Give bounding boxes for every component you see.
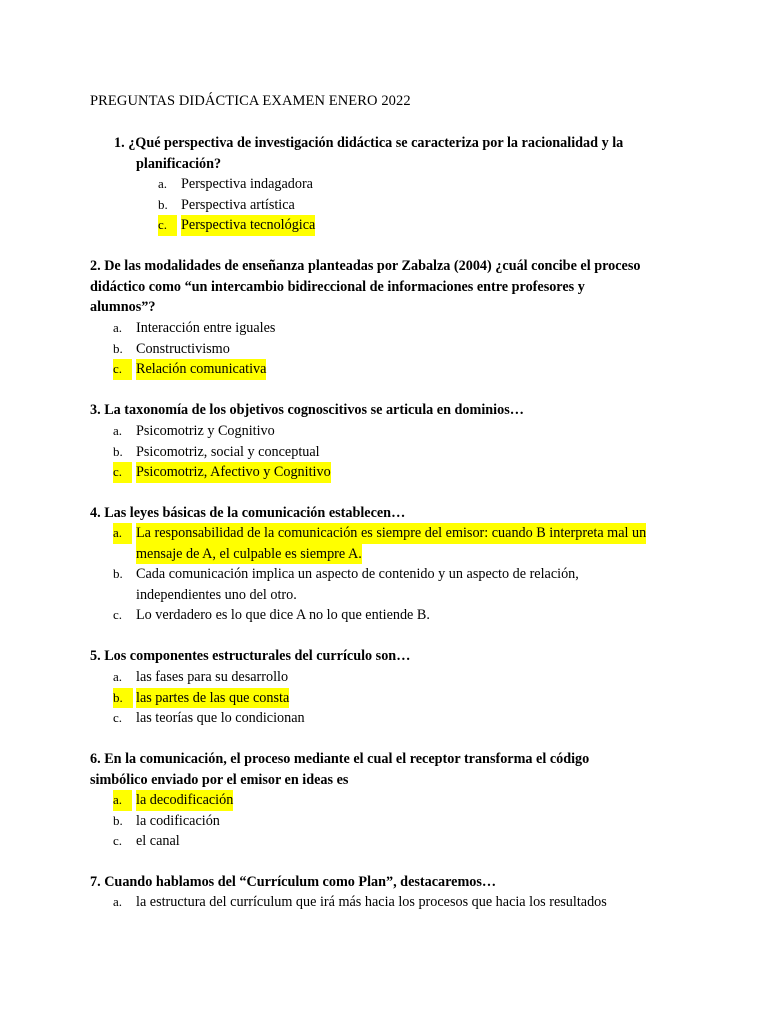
option-letter: a. <box>113 320 123 335</box>
option-letter: b. <box>113 812 123 828</box>
question-text-line: 5. Los componentes estructurales del currículo son… <box>90 648 411 664</box>
option-letter: a. <box>158 176 168 191</box>
option-letter: b. <box>113 340 123 356</box>
question-text-line: planificación? <box>136 155 222 172</box>
option-letter: b. <box>113 688 133 709</box>
question-7 <box>90 872 496 893</box>
option-text: Lo verdadero es lo que dice A no lo que entiende B. <box>136 607 430 624</box>
option-letter: c. <box>113 607 123 623</box>
option-text: Psicomotriz y Cognitivo <box>136 423 275 439</box>
option-letter: a. <box>113 423 123 438</box>
option-text-continued: independientes uno del otro. <box>136 586 297 603</box>
option-letter: a. <box>113 669 123 684</box>
option-letter: b. <box>158 196 168 212</box>
question-text-line: alumnos”? <box>90 299 156 316</box>
option-text: las fases para su desarrollo <box>136 669 289 685</box>
option-text: la codificación <box>136 812 220 829</box>
question-text-line: simbólico enviado por el emisor en ideas es <box>90 771 349 788</box>
option-text: Interacción entre iguales <box>136 320 276 336</box>
option-letter: a. <box>113 894 123 909</box>
option-letter: c. <box>113 462 132 483</box>
question-text-line: 7. Cuando hablamos del “Currículum como Plan”, destacaremos… <box>90 874 497 890</box>
question-text-line: didáctico como “un intercambio bidireccional de informaciones entre profesores y <box>90 278 585 295</box>
option-letter: c. <box>158 215 177 236</box>
question-1 <box>114 133 623 174</box>
option-letter: b. <box>113 566 123 582</box>
question-text-line: 6. En la comunicación, el proceso mediante el cual el receptor transforma el código <box>90 751 590 767</box>
option-text: Perspectiva tecnológica <box>181 215 315 236</box>
option-text: las teorías que lo condicionan <box>136 710 305 727</box>
option-letter: c. <box>113 710 123 726</box>
option-text: el canal <box>136 833 180 850</box>
option-text: Relación comunicativa <box>136 359 266 380</box>
question-3 <box>90 400 524 421</box>
option-text: Constructivismo <box>136 340 230 357</box>
question-5 <box>90 646 410 667</box>
option-text-continued: mensaje de A, el culpable es siempre A. <box>136 544 362 565</box>
option-letter: b. <box>113 443 123 459</box>
question-4 <box>90 503 405 524</box>
document-title: PREGUNTAS DIDÁCTICA EXAMEN ENERO 2022 <box>90 93 411 109</box>
question-6 <box>90 749 589 790</box>
option-letter: c. <box>113 359 132 380</box>
option-text: La responsabilidad de la comunicación es siempre del emisor: cuando B interpreta mal un <box>136 523 646 544</box>
option-text: Psicomotriz, Afectivo y Cognitivo <box>136 462 331 483</box>
question-text-line: 1. ¿Qué perspectiva de investigación didáctica se caracteriza por la racionalidad y la <box>114 135 624 151</box>
question-text-line: 3. La taxonomía de los objetivos cognoscitivos se articula en dominios… <box>90 402 524 418</box>
option-text: Perspectiva indagadora <box>181 176 313 192</box>
question-text-line: 4. Las leyes básicas de la comunicación establecen… <box>90 505 406 521</box>
option-text: las partes de las que consta <box>136 688 289 709</box>
option-letter: a. <box>113 523 132 544</box>
option-text: Cada comunicación implica un aspecto de contenido y un aspecto de relación, <box>136 566 579 583</box>
question-2 <box>90 256 640 318</box>
option-letter: c. <box>113 833 123 849</box>
option-text: Perspectiva artística <box>181 196 295 213</box>
option-text: la estructura del currículum que irá más hacia los procesos que hacia los resultados <box>136 894 607 910</box>
option-text: Psicomotriz, social y conceptual <box>136 443 320 460</box>
question-text-line: 2. De las modalidades de enseñanza planteadas por Zabalza (2004) ¿cuál concibe el proceso <box>90 258 641 274</box>
option-text: la decodificación <box>136 790 233 811</box>
option-letter: a. <box>113 790 132 811</box>
